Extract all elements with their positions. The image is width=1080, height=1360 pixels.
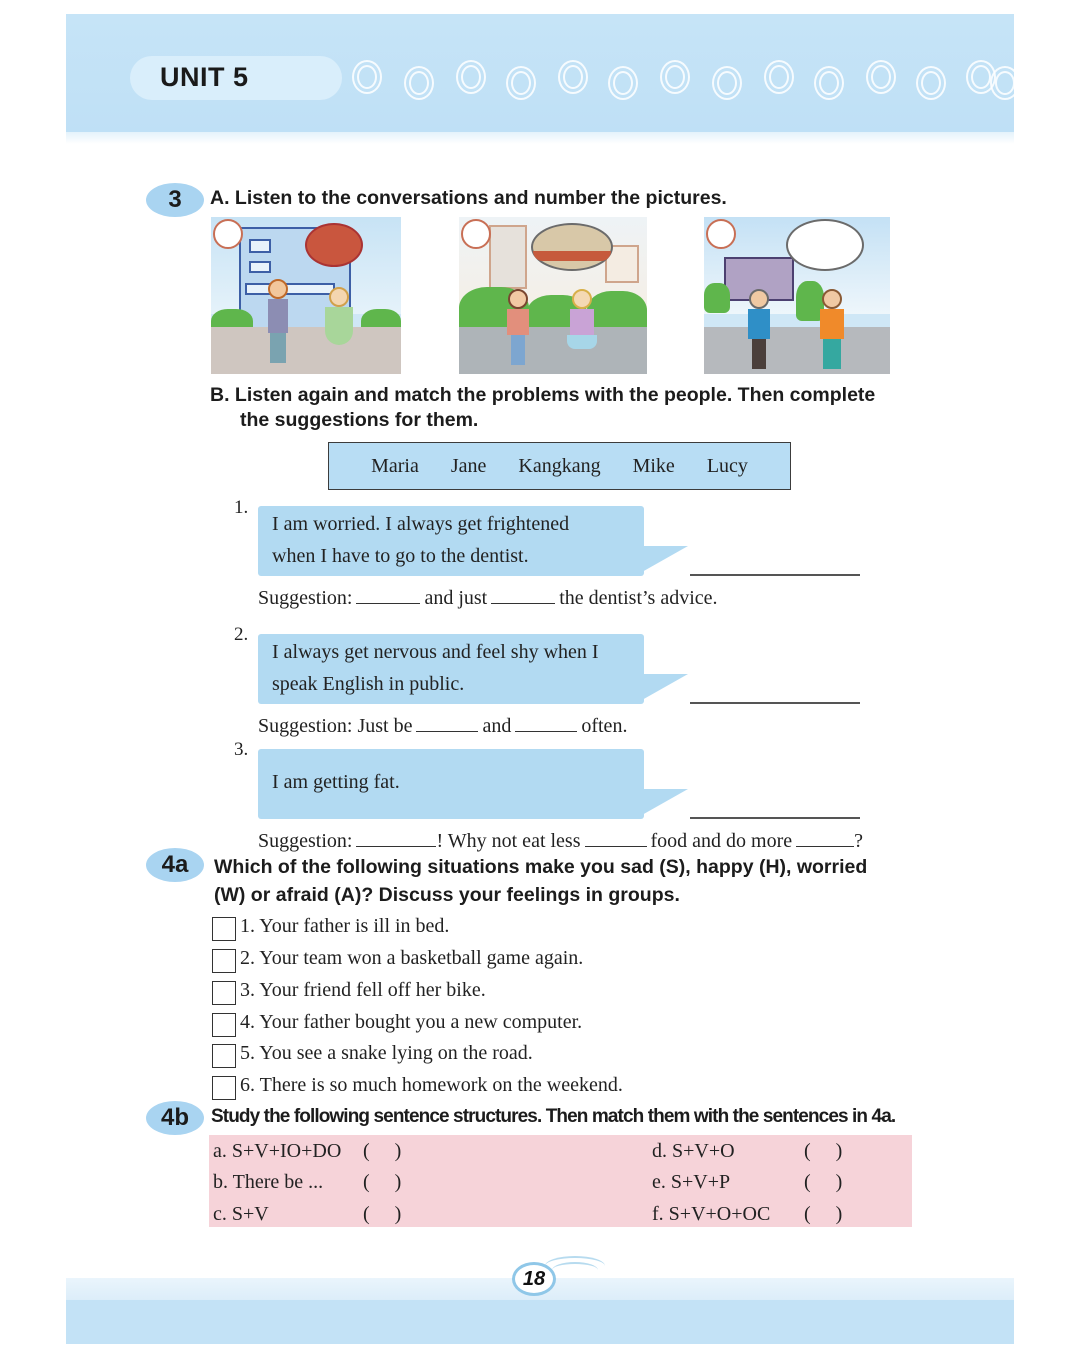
structure-d-answer[interactable]: ( ) <box>804 1140 843 1162</box>
thought-bubble-performance <box>305 223 363 267</box>
ring-decoration <box>764 60 794 94</box>
item-2-blank-1[interactable] <box>416 714 478 732</box>
item-2-number: 2. <box>234 624 249 645</box>
section-4a-badge: 4a <box>146 848 204 882</box>
situation-3-checkbox[interactable] <box>212 981 236 1005</box>
item-3-name-answer-line[interactable] <box>690 817 860 819</box>
item-2-bubble-line1: I always get nervous and feel shy when I <box>272 641 599 663</box>
footer-band <box>66 1300 1014 1344</box>
unit-title: UNIT 5 <box>160 62 249 92</box>
structure-b-answer[interactable]: ( ) <box>363 1171 402 1193</box>
ring-decoration <box>990 66 1020 100</box>
ring-decoration <box>814 66 844 100</box>
section-3-badge: 3 <box>146 183 204 217</box>
structure-b-label: b. There be ... <box>213 1171 324 1193</box>
ring-decoration <box>558 60 588 94</box>
structure-e-label: e. S+V+P <box>652 1171 731 1193</box>
item-1-bubble-line1: I am worried. I always get frightened <box>272 513 570 535</box>
ring-decoration <box>608 66 638 100</box>
situation-5-text: 5. You see a snake lying on the road. <box>240 1042 533 1064</box>
item-3-bubble-tail <box>642 789 688 815</box>
ring-decoration <box>712 66 742 100</box>
names-box <box>328 442 791 490</box>
situation-3-text: 3. Your friend fell off her bike. <box>240 979 486 1001</box>
girl-figure-left <box>505 289 531 371</box>
name-maria: Maria <box>371 454 419 477</box>
ring-decoration <box>506 66 536 100</box>
name-lucy: Lucy <box>706 454 748 477</box>
situation-4-text: 4. Your father bought you a new computer. <box>240 1011 583 1033</box>
item-2-name-answer-line[interactable] <box>690 702 860 704</box>
ring-decoration <box>456 60 486 94</box>
boy-figure <box>265 279 291 367</box>
girl-figure-right <box>567 289 597 371</box>
item-3-bubble-line1: I am getting fat. <box>272 771 400 793</box>
name-mike: Mike <box>632 454 675 477</box>
item-1-name-answer-line[interactable] <box>690 574 860 576</box>
item-3-blank-3[interactable] <box>796 829 854 847</box>
structure-e-answer[interactable]: ( ) <box>804 1171 843 1193</box>
situation-6-checkbox[interactable] <box>212 1076 236 1100</box>
item-3-suggestion: Suggestion: ! Why not eat less food and do more ? <box>258 830 864 852</box>
ring-decoration <box>916 66 946 100</box>
picture-3 <box>704 217 890 374</box>
item-3-number: 3. <box>234 739 249 760</box>
structure-d-label: d. S+V+O <box>652 1140 735 1162</box>
ring-decoration <box>404 66 434 100</box>
section-4b-badge: 4b <box>146 1101 204 1135</box>
situation-1-checkbox[interactable] <box>212 917 236 941</box>
item-1-bubble-line2: when I have to go to the dentist. <box>272 545 529 567</box>
page-number: 18 <box>512 1262 556 1296</box>
ring-decoration <box>352 60 382 94</box>
structure-c-answer[interactable]: ( ) <box>363 1203 402 1225</box>
structure-f-answer[interactable]: ( ) <box>804 1203 843 1225</box>
thought-bubble-running <box>531 223 613 271</box>
picture-1-number-circle[interactable] <box>213 219 243 249</box>
structure-c-label: c. S+V <box>213 1203 269 1225</box>
item-3-blank-2[interactable] <box>585 829 647 847</box>
situation-2-checkbox[interactable] <box>212 949 236 973</box>
situation-1-text: 1. Your father is ill in bed. <box>240 915 450 937</box>
situation-4-checkbox[interactable] <box>212 1013 236 1037</box>
section-4b-instruction: Study the following sentence structures. Then match them with the sentences in 4a. <box>211 1106 896 1127</box>
structure-a-label: a. S+V+IO+DO <box>213 1140 342 1162</box>
picture-2-number-circle[interactable] <box>461 219 491 249</box>
item-3-blank-1[interactable] <box>356 829 436 847</box>
header-fade <box>66 132 1014 144</box>
name-jane: Jane <box>450 454 487 477</box>
item-2-bubble-line2: speak English in public. <box>272 673 465 695</box>
section-4a-instruction-line1: Which of the following situations make you sad (S), happy (H), worried <box>214 856 868 878</box>
thought-bubble-falling <box>786 219 864 271</box>
item-1-blank-2[interactable] <box>491 586 555 604</box>
name-kangkang: Kangkang <box>518 454 601 477</box>
situation-6-text: 6. There is so much homework on the weekend. <box>240 1074 623 1096</box>
item-1-suggestion: Suggestion: and just the dentist’s advice. <box>258 587 718 609</box>
item-1-blank-1[interactable] <box>356 586 420 604</box>
item-2-suggestion: Suggestion: Just be and often. <box>258 715 628 737</box>
situation-5-checkbox[interactable] <box>212 1044 236 1068</box>
boy-figure-left <box>746 289 772 373</box>
section-3b-instruction-line2: the suggestions for them. <box>240 409 479 431</box>
item-2-bubble-tail <box>642 674 688 700</box>
girl-figure <box>325 287 353 369</box>
ring-decoration <box>660 60 690 94</box>
section-3b-instruction-line1: B. Listen again and match the problems with the people. Then complete <box>210 384 876 406</box>
picture-2 <box>459 217 647 374</box>
item-1-number: 1. <box>234 497 249 518</box>
section-3a-instruction: A. Listen to the conversations and number the pictures. <box>210 187 727 209</box>
item-1-bubble-tail <box>642 546 688 572</box>
situation-2-text: 2. Your team won a basketball game again. <box>240 947 584 969</box>
boy-figure-right <box>818 289 846 373</box>
picture-1 <box>211 217 401 374</box>
ring-decoration <box>866 60 896 94</box>
structure-f-label: f. S+V+O+OC <box>652 1203 771 1225</box>
picture-3-number-circle[interactable] <box>706 219 736 249</box>
item-2-blank-2[interactable] <box>515 714 577 732</box>
section-4a-instruction-line2: (W) or afraid (A)? Discuss your feelings in groups. <box>214 884 680 906</box>
structure-a-answer[interactable]: ( ) <box>363 1140 402 1162</box>
